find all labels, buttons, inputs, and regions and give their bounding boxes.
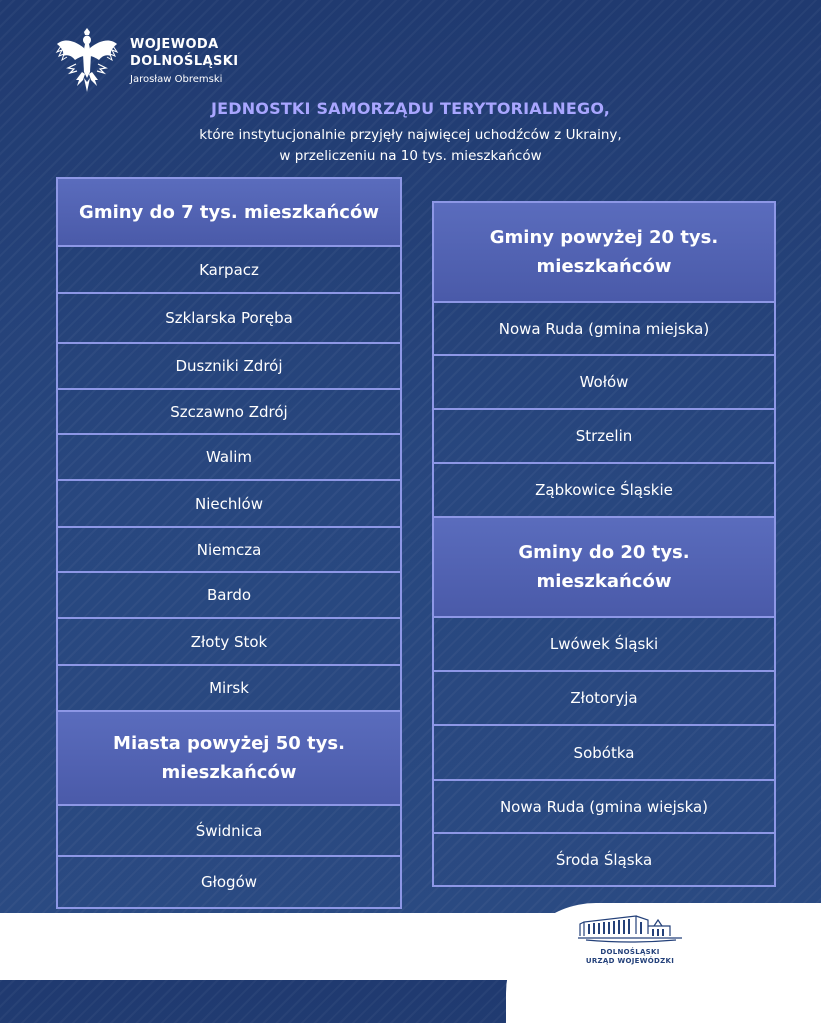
list-item: Niechlów (58, 481, 400, 528)
list-item: Ząbkowice Śląskie (434, 464, 774, 518)
list-item: Wołów (434, 356, 774, 410)
list-item: Świdnica (58, 806, 400, 857)
brand-line-2: DOLNOŚLĄSKI (130, 54, 239, 69)
list-item: Nowa Ruda (gmina miejska) (434, 303, 774, 356)
section-heading-text-line-2: mieszkańców (536, 256, 672, 277)
list-item: Karpacz (58, 247, 400, 294)
page-subtitle-line-1: które instytucjonalnie przyjęły najwięcej uchodźców z Ukrainy, (199, 127, 622, 143)
list-item: Głogów (200, 873, 258, 891)
section-heading-text-line-1: Gminy powyżej 20 tys. (489, 227, 719, 248)
list-item: Szklarska Poręba (58, 294, 400, 344)
office-building-icon (578, 912, 682, 944)
left-column-table (56, 177, 402, 909)
list-item: Złotoryja (434, 672, 774, 726)
list-item: Duszniki Zdrój (58, 344, 400, 390)
section-heading-miasta-powyzej-50 (58, 712, 400, 806)
page-subtitle-line-2: w przeliczeniu na 10 tys. mieszkańców (279, 148, 542, 164)
list-item: Strzelin (434, 410, 774, 464)
brand-line-1: WOJEWODA (130, 37, 219, 52)
list-item: Niemcza (58, 528, 400, 573)
list-item: Złoty Stok (58, 619, 400, 666)
list-item: Szczawno Zdrój (58, 390, 400, 435)
section-heading-text-line-1: Gminy do 20 tys. (518, 542, 690, 563)
right-column-table (432, 201, 776, 887)
urzad-logo-line-2: URZĄD WOJEWÓDZKI (585, 957, 675, 965)
urzad-logo-line-1: DOLNOŚLĄSKI (600, 948, 660, 956)
list-item: Bardo (58, 573, 400, 619)
section-heading-gminy-do-20 (434, 518, 774, 618)
list-item: Nowa Ruda (gmina wiejska) (434, 781, 774, 834)
white-eagle-emblem-icon (54, 26, 120, 98)
urzad-logo (572, 912, 688, 974)
list-item: Środa Śląska (555, 850, 653, 869)
list-item: Mirsk (58, 666, 400, 712)
brand-text (130, 36, 238, 86)
list-item: Sobótka (434, 726, 774, 781)
list-item: Lwówek Śląski (434, 618, 774, 672)
section-heading-text: Gminy do 7 tys. mieszkańców (79, 201, 379, 223)
section-heading-gminy-powyzej-20 (434, 203, 774, 303)
section-heading-text-line-2: mieszkańców (161, 762, 297, 783)
list-item: Walim (58, 435, 400, 481)
section-heading-gminy-do-7 (58, 179, 400, 247)
section-heading-text-line-1: Miasta powyżej 50 tys. (113, 733, 345, 754)
brand-name: Jarosław Obremski (130, 74, 223, 85)
section-heading-text-line-2: mieszkańców (536, 571, 672, 592)
page-title: JEDNOSTKI SAMORZĄDU TERYTORIALNEGO, (210, 99, 611, 118)
